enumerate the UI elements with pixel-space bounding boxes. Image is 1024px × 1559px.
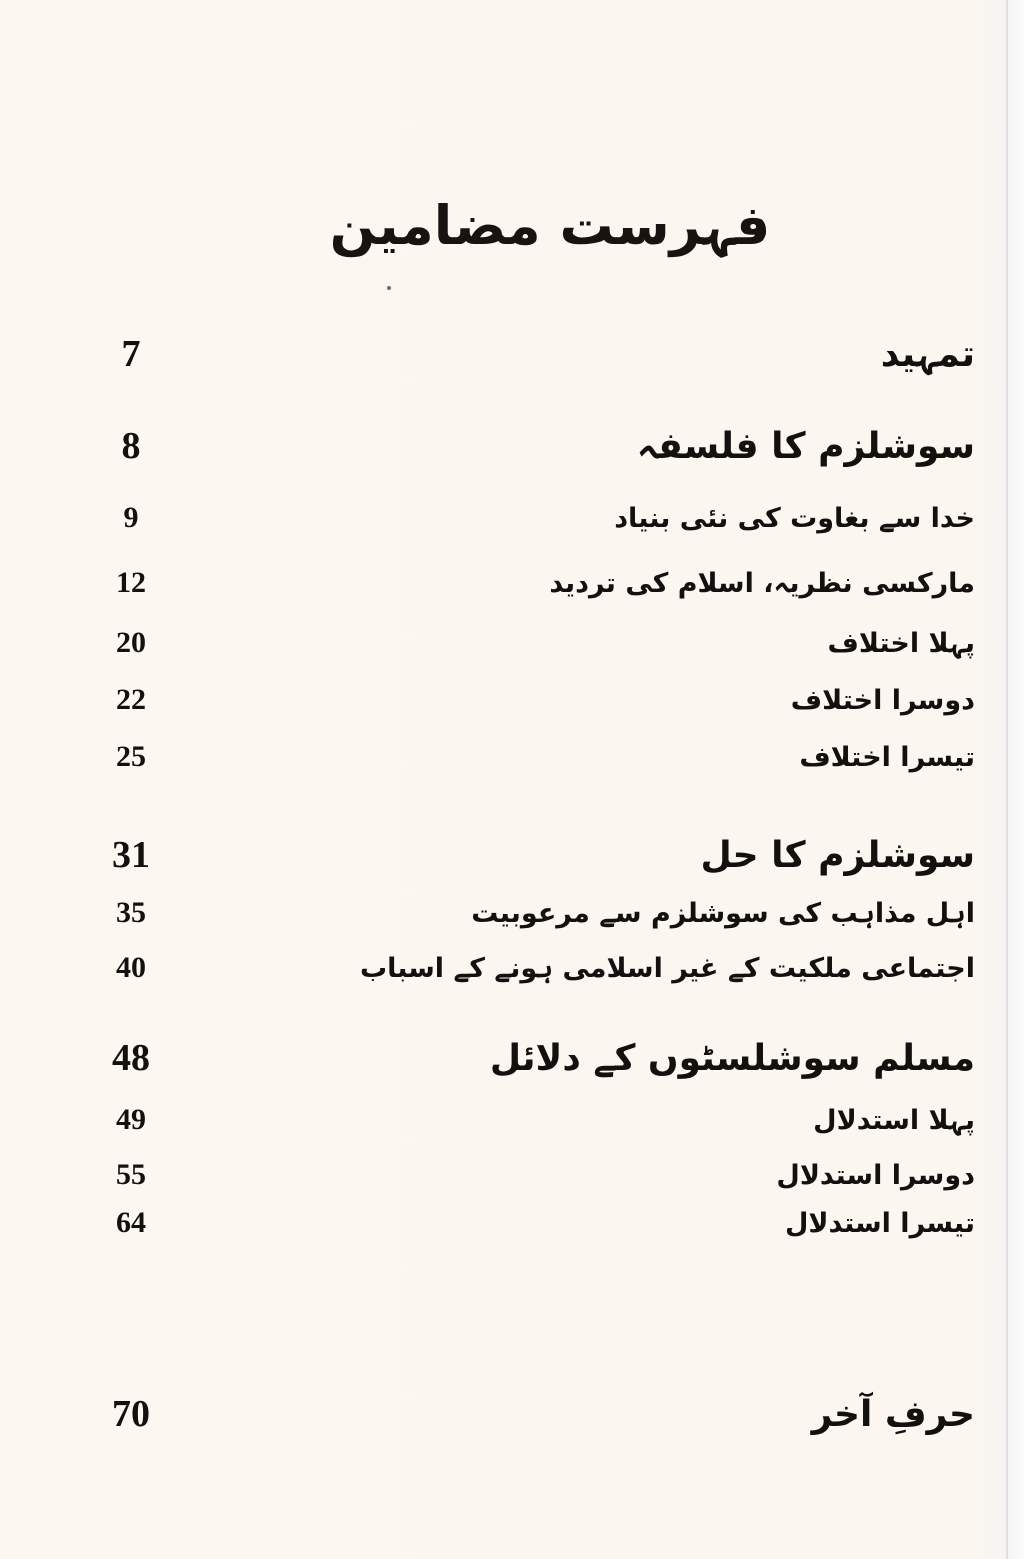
toc-page-number: 35 (116, 896, 146, 929)
page-title: فہرست مضامین (329, 194, 771, 258)
toc-entry-label: سوشلزم کا فلسفہ (636, 425, 975, 467)
toc-entry-label: پہلا اختلاف (827, 627, 975, 659)
toc-entry-label: تیسرا اختلاف (799, 741, 975, 773)
toc-entry-label: دوسرا اختلاف (790, 684, 975, 716)
toc-entry-row (95, 1036, 975, 1080)
toc-entry-label: اجتماعی ملکیت کے غیر اسلامی ہونے کے اسباب (359, 952, 975, 984)
toc-entry-row (95, 1103, 975, 1137)
toc-entry-label: خدا سے بغاوت کی نئی بنیاد (614, 502, 975, 534)
toc-entry-label: پہلا استدلال (813, 1104, 975, 1136)
toc-page-number: 9 (123, 501, 139, 534)
toc-entry-label: مسلم سوشلسٹوں کے دلائل (489, 1037, 975, 1079)
toc-entry-row (95, 833, 975, 877)
toc-page-number: 64 (116, 1206, 146, 1239)
toc-entry-row (95, 683, 975, 717)
toc-entry-row (95, 1206, 975, 1240)
toc-page-number: 7 (121, 333, 141, 375)
toc-entry-label: دوسرا استدلال (776, 1159, 975, 1191)
toc-entry-row (95, 332, 975, 376)
toc-entry-row (95, 740, 975, 774)
toc-page-number: 40 (116, 951, 146, 984)
toc-page-number: 31 (112, 834, 150, 876)
toc-page-number: 48 (112, 1037, 150, 1079)
toc-page-number: 20 (116, 626, 146, 659)
toc-page-number: 55 (116, 1158, 146, 1191)
toc-entry-label: مارکسی نظریہ، اسلام کی تردید (549, 567, 975, 599)
toc-page-number: 49 (116, 1103, 146, 1136)
toc-entry-row (95, 1158, 975, 1192)
toc-entry-row (95, 1392, 975, 1436)
toc-entry-label: تمہید (880, 333, 975, 375)
toc-entry-row (95, 424, 975, 468)
toc-page-number: 12 (116, 566, 146, 599)
toc-entry-row (95, 951, 975, 985)
toc-entry-row (95, 566, 975, 600)
toc-page-number: 22 (116, 683, 146, 716)
toc-entry-label: حرفِ آخر (811, 1393, 975, 1435)
toc-entry-label: سوشلزم کا حل (700, 834, 975, 876)
ink-speck (387, 286, 391, 290)
toc-entry-row (95, 626, 975, 660)
toc-entry-row (95, 501, 975, 535)
scan-edge (1006, 0, 1008, 1559)
toc-page-number: 70 (112, 1393, 150, 1435)
toc-entry-label: اہل مذاہب کی سوشلزم سے مرعوبیت (471, 897, 975, 929)
toc-entry-label: تیسرا استدلال (784, 1207, 975, 1239)
toc-page-number: 8 (121, 425, 141, 467)
toc-page-number: 25 (116, 740, 146, 773)
toc-entry-row (95, 896, 975, 930)
